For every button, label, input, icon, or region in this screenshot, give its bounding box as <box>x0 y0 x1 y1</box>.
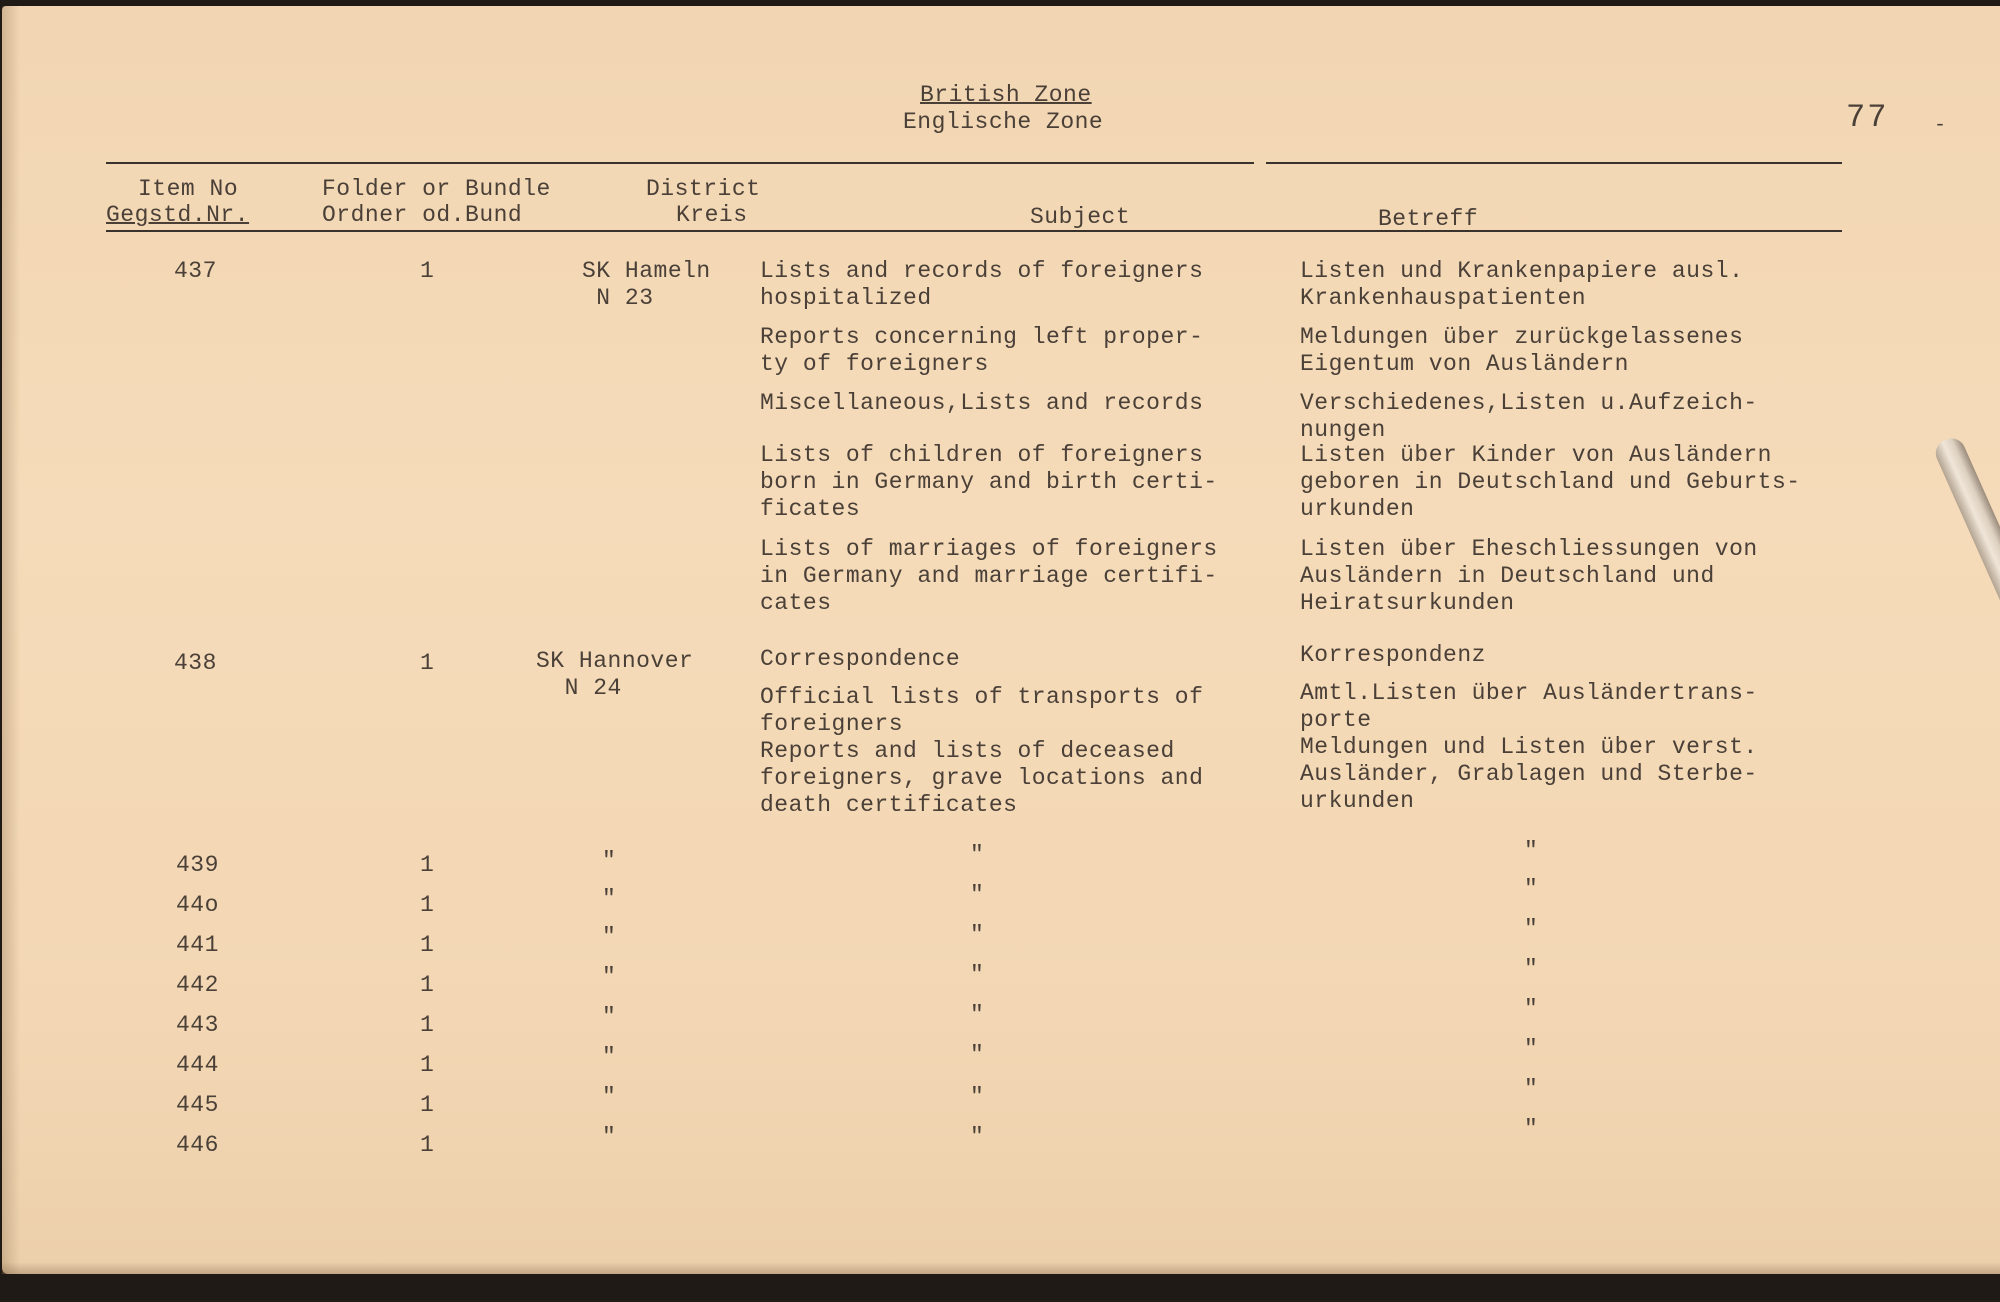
subject-entry: Correspondence <box>760 646 961 672</box>
item-no: 444 <box>176 1052 219 1078</box>
subject-ditto: " <box>970 842 985 868</box>
item-no: 442 <box>176 972 219 998</box>
item-no: 437 <box>174 258 217 284</box>
district-ditto: " <box>602 886 617 912</box>
col-header-folder-de: Ordner od.Bund <box>322 202 523 228</box>
subject-ditto: " <box>970 922 985 948</box>
district-ditto: " <box>602 1044 617 1070</box>
subject-ditto: " <box>970 1124 985 1150</box>
district-ditto: " <box>602 964 617 990</box>
betreff-ditto: " <box>1524 1036 1539 1062</box>
subject-ditto: " <box>970 1042 985 1068</box>
item-no: 445 <box>176 1092 219 1118</box>
bottom-edge-shadow <box>2 1262 2000 1274</box>
col-header-district-de: Kreis <box>676 202 748 228</box>
item-no: 439 <box>176 852 219 878</box>
betreff-ditto: " <box>1524 956 1539 982</box>
item-no: 438 <box>174 650 217 676</box>
betreff-ditto: " <box>1524 1076 1539 1102</box>
subject-ditto: " <box>970 1002 985 1028</box>
folder-count: 1 <box>420 1052 435 1078</box>
subject-ditto: " <box>970 962 985 988</box>
paper-sheet <box>2 6 2000 1274</box>
folder-count: 1 <box>420 932 435 958</box>
col-header-folder-en: Folder or Bundle <box>322 176 551 202</box>
folder-count: 1 <box>420 972 435 998</box>
district-ditto: " <box>602 848 617 874</box>
subject-ditto: " <box>970 1084 985 1110</box>
betreff-entry: Listen über Eheschliessungen von Ausländern in Deutschland und Heiratsurkunden <box>1300 536 1758 616</box>
folder-count: 1 <box>420 1092 435 1118</box>
subject-entry: Lists and records of foreigners hospitalized <box>760 258 1204 311</box>
subject-entry: Lists of marriages of foreigners in Germany and marriage certifi- cates <box>760 536 1218 616</box>
betreff-ditto: " <box>1524 838 1539 864</box>
folder-count: 1 <box>420 1012 435 1038</box>
district-ditto: " <box>602 1004 617 1030</box>
item-no: 44o <box>176 892 219 918</box>
binding-shadow <box>2 6 20 1274</box>
betreff-ditto: " <box>1524 916 1539 942</box>
col-header-item-no-en: Item No <box>138 176 239 202</box>
col-header-item-no-de: Gegstd.Nr. <box>106 202 250 228</box>
district-ditto: " <box>602 1084 617 1110</box>
page-number: 77 <box>1846 99 1889 136</box>
zone-title-de: Englische Zone <box>903 109 1104 135</box>
col-header-district-en: District <box>646 176 761 202</box>
betreff-ditto: " <box>1524 876 1539 902</box>
col-header-subject: Subject <box>1030 204 1131 230</box>
folder-count: 1 <box>420 1132 435 1158</box>
top-rule-right <box>1266 162 1842 164</box>
district: SK Hameln N 23 <box>582 258 711 311</box>
betreff-entry: Amtl.Listen über Ausländertrans- porte Meldungen und Listen über verst. Ausländer, Grablagen und Sterbe- urkunden <box>1300 680 1758 814</box>
betreff-entry: Korrespondenz <box>1300 642 1486 668</box>
district-ditto: " <box>602 924 617 950</box>
subject-entry: Miscellaneous,Lists and records <box>760 390 1204 416</box>
page-mark: - <box>1934 114 1947 137</box>
folder-count: 1 <box>420 650 435 676</box>
top-rule-left <box>106 162 1254 164</box>
betreff-ditto: " <box>1524 1116 1539 1142</box>
item-no: 441 <box>176 932 219 958</box>
subject-entry: Reports concerning left proper- ty of foreigners <box>760 324 1204 377</box>
betreff-entry: Verschiedenes,Listen u.Aufzeich- nungen <box>1300 390 1758 443</box>
subject-ditto: " <box>970 882 985 908</box>
item-no: 446 <box>176 1132 219 1158</box>
folder-count: 1 <box>420 892 435 918</box>
col-header-betreff: Betreff <box>1378 206 1479 232</box>
folder-count: 1 <box>420 852 435 878</box>
betreff-entry: Listen über Kinder von Ausländern geboren in Deutschland und Geburts- urkunden <box>1300 442 1801 522</box>
district-ditto: " <box>602 1124 617 1150</box>
subject-entry: Lists of children of foreigners born in Germany and birth certi- ficates <box>760 442 1218 522</box>
item-no: 443 <box>176 1012 219 1038</box>
betreff-entry: Listen und Krankenpapiere ausl. Krankenhauspatienten <box>1300 258 1744 311</box>
betreff-entry: Meldungen über zurückgelassenes Eigentum von Ausländern <box>1300 324 1744 377</box>
subject-entry: Official lists of transports of foreigners Reports and lists of deceased foreigners, grave locations and death certificates <box>760 684 1204 818</box>
zone-title-en: British Zone <box>920 82 1092 108</box>
folder-count: 1 <box>420 258 435 284</box>
district: SK Hannover N 24 <box>536 648 694 701</box>
betreff-ditto: " <box>1524 996 1539 1022</box>
header-rule <box>106 230 1842 232</box>
